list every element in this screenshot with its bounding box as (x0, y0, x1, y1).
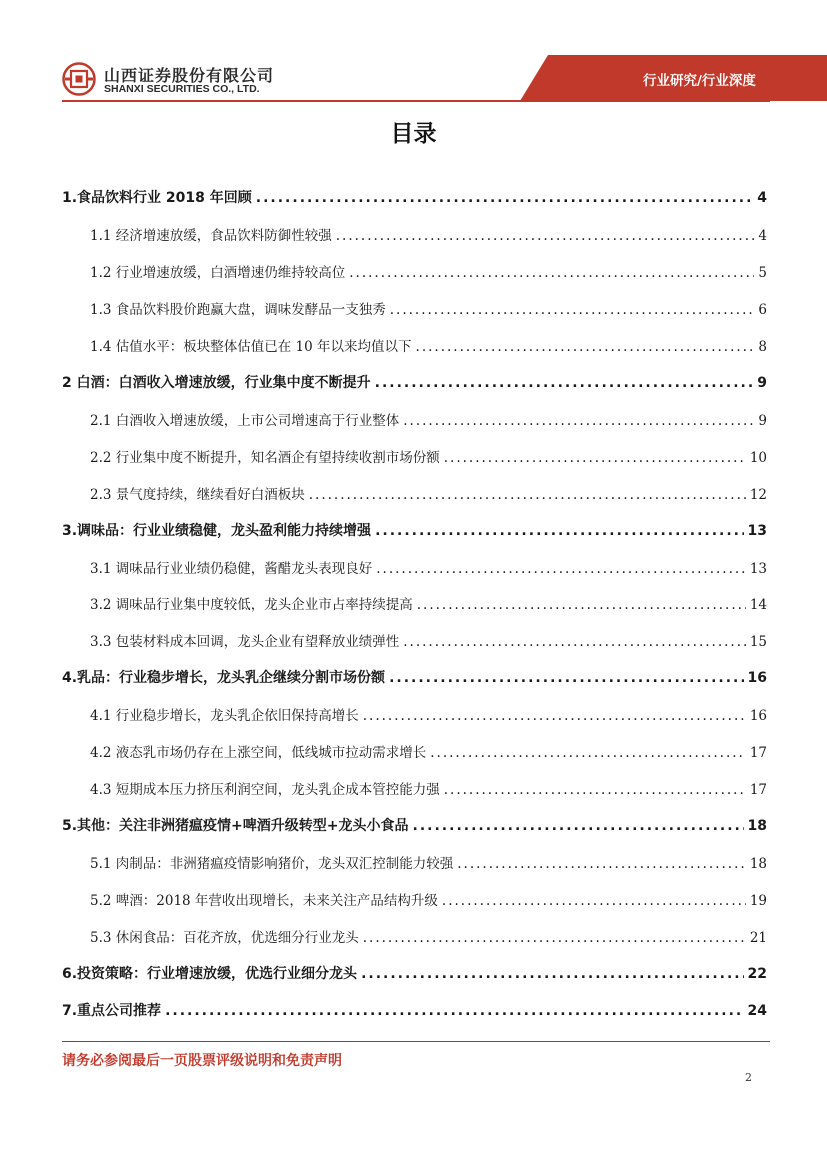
toc-chapter-entry[interactable] (62, 1000, 767, 1020)
toc-section-entry[interactable] (90, 630, 767, 650)
toc-entry-page: 5 (758, 264, 767, 281)
toc-title: 目录 (390, 121, 437, 147)
toc-dot-leader (442, 893, 746, 909)
toc-entry-page: 16 (749, 708, 767, 725)
toc-section-entry[interactable] (90, 298, 767, 318)
toc-entry-page: 16 (747, 670, 767, 687)
toc-entry-title: 3.调味品：行业业绩稳健，龙头盈利能力持续增强 (62, 522, 372, 539)
toc-entry-page: 12 (749, 486, 767, 503)
toc-entry-page: 13 (749, 560, 767, 577)
toc-entry-title: 5.2 啤酒：2018 年营收出现增长，未来关注产品结构升级 (90, 893, 438, 910)
toc-dot-leader (403, 634, 746, 650)
toc-entry-title: 4.2 液态乳市场仍存在上涨空间，低线城市拉动需求增长 (90, 745, 427, 762)
toc-section-entry[interactable] (90, 593, 767, 613)
page-number: 2 (745, 1071, 752, 1084)
toc-chapter-entry[interactable] (62, 372, 767, 392)
toc-entry-page: 14 (749, 597, 767, 614)
toc-chapter-entry[interactable] (62, 520, 767, 540)
toc-dot-leader (165, 1003, 743, 1019)
toc-dot-leader (417, 597, 746, 613)
toc-dot-leader (363, 930, 746, 946)
toc-chapter-entry[interactable] (62, 963, 767, 983)
toc-section-entry[interactable] (90, 852, 767, 872)
toc-entry-title: 3.2 调味品行业集中度较低，龙头企业市占率持续提高 (90, 597, 413, 614)
toc-entry-title: 1.3 食品饮料股价跑赢大盘，调味发酵品一支独秀 (90, 301, 386, 318)
footer-disclaimer: 请务必参阅最后一页股票评级说明和免责声明 (62, 1053, 342, 1069)
toc-dot-leader (256, 190, 753, 206)
toc-entry-page: 10 (749, 449, 767, 466)
toc-section-entry[interactable] (90, 483, 767, 503)
toc-dot-leader (390, 302, 755, 318)
toc-dot-leader (403, 413, 754, 429)
toc-entry-page: 4 (757, 190, 767, 206)
toc-chapter-entry[interactable] (62, 815, 767, 835)
toc-section-entry[interactable] (90, 261, 767, 281)
toc-entry-page: 21 (749, 930, 767, 946)
company-name-en: SHANXI SECURITIES CO., LTD. (104, 83, 260, 95)
shanxi-securities-logo-icon (62, 62, 96, 96)
footer-divider (62, 1041, 770, 1042)
toc-section-entry[interactable] (90, 557, 767, 577)
toc-entry-page: 19 (749, 893, 767, 910)
toc-dot-leader (363, 708, 746, 724)
toc-dot-leader (444, 450, 746, 466)
toc-entry-page: 9 (758, 412, 767, 429)
toc-dot-leader (361, 966, 743, 982)
toc-entry-page: 4 (758, 227, 767, 244)
toc-dot-leader (336, 228, 755, 244)
header-divider (62, 100, 770, 102)
toc-entry-title: 4.乳品：行业稳步增长，龙头乳企继续分割市场份额 (62, 670, 386, 687)
toc-section-entry[interactable] (90, 446, 767, 466)
toc-entry-title: 2.2 行业集中度不断提升，知名酒企有望持续收割市场份额 (90, 449, 440, 466)
toc-dot-leader (430, 745, 746, 761)
toc-entry-title: 2.1 白酒收入增速放缓，上市公司增速高于行业整体 (90, 412, 400, 429)
toc-entry-page: 18 (749, 856, 767, 873)
toc-entry-page: 17 (749, 782, 767, 799)
toc-dot-leader (375, 375, 754, 391)
toc-entry-page: 18 (747, 818, 767, 835)
toc-entry-title: 7.重点公司推荐 (62, 1002, 162, 1019)
toc-entry-title: 1.2 行业增速放缓，白酒增速仍维持较高位 (90, 264, 346, 281)
toc-entry-title: 4.1 行业稳步增长，龙头乳企依旧保持高增长 (90, 708, 359, 725)
toc-entry-page: 17 (749, 745, 767, 762)
toc-entry-title: 5.1 肉制品：非洲猪瘟疫情影响猪价，龙头双汇控制能力较强 (90, 856, 454, 873)
toc-chapter-entry[interactable] (62, 187, 767, 207)
toc-entry-title: 5.其他：关注非洲猪瘟疫情+啤酒升级转型+龙头小食品 (62, 818, 409, 835)
toc-entry-title: 2 白酒：白酒收入增速放缓，行业集中度不断提升 (62, 374, 371, 391)
toc-section-entry[interactable] (90, 704, 767, 724)
toc-entry-title: 5.3 休闲食品：百花齐放，优选细分行业龙头 (90, 930, 359, 946)
toc-entry-title: 3.3 包装材料成本回调，龙头企业有望释放业绩弹性 (90, 634, 400, 651)
toc-chapter-entry[interactable] (62, 667, 767, 687)
toc-dot-leader (376, 561, 746, 577)
toc-entry-title: 1.食品饮料行业 2018 年回顾 (62, 190, 252, 206)
toc-entry-page: 15 (749, 634, 767, 651)
toc-dot-leader (309, 487, 746, 503)
toc-section-entry[interactable] (90, 409, 767, 429)
toc-section-entry[interactable] (90, 778, 767, 798)
page-header (0, 0, 827, 105)
toc-entry-page: 24 (747, 1002, 767, 1019)
toc-dot-leader (375, 523, 743, 539)
toc-entry-title: 4.3 短期成本压力挤压利润空间，龙头乳企成本管控能力强 (90, 782, 440, 799)
toc-section-entry[interactable] (90, 926, 767, 946)
toc-dot-leader (444, 782, 746, 798)
toc-dot-leader (416, 339, 755, 355)
toc-section-entry[interactable] (90, 224, 767, 244)
toc-entry-title: 1.4 估值水平：板块整体估值已在 10 年以来均值以下 (90, 338, 412, 355)
toc-entry-page: 13 (747, 522, 767, 539)
toc-entry-page: 9 (757, 374, 767, 391)
report-category: 行业研究/行业深度 (643, 73, 756, 89)
toc-entry-title: 1.1 经济增速放缓，食品饮料防御性较强 (90, 227, 332, 244)
toc-section-entry[interactable] (90, 741, 767, 761)
company-name-cn: 山西证券股份有限公司 (104, 66, 275, 85)
toc-entry-title: 2.3 景气度持续，继续看好白酒板块 (90, 486, 305, 503)
toc-dot-leader (457, 856, 746, 872)
toc-entry-page: 22 (747, 965, 767, 982)
toc-entry-page: 6 (758, 301, 767, 318)
toc-section-entry[interactable] (90, 889, 767, 909)
toc-entry-title: 6.投资策略：行业增速放缓，优选行业细分龙头 (62, 965, 358, 982)
toc-dot-leader (413, 818, 744, 834)
toc-section-entry[interactable] (90, 335, 767, 355)
toc-dot-leader (349, 265, 754, 281)
toc-entry-title: 3.1 调味品行业业绩仍稳健，酱醋龙头表现良好 (90, 560, 373, 577)
toc-dot-leader (389, 670, 743, 686)
toc-entry-page: 8 (758, 338, 767, 355)
